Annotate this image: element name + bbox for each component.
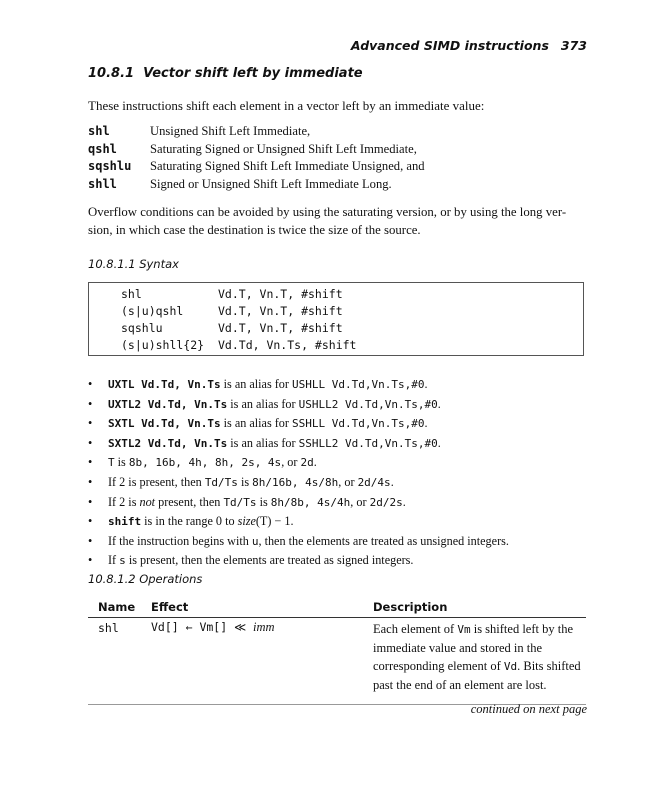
list-item: • SXTL Vd.Td, Vn.Ts is an alias for SSHLL Vd.Td,Vn.Ts,#0. xyxy=(88,414,588,434)
definition-row xyxy=(88,176,425,194)
definition-row xyxy=(88,123,425,141)
table-cell-description: Each element of Vm is shifted left by the immediate value and stored in the corresponding element of Vd. Bits shifted past the end of an element are lost. xyxy=(373,622,581,692)
table-cell-name: shl xyxy=(98,621,119,635)
intro-paragraph: These instructions shift each element in a vector left by an immediate value: xyxy=(88,98,485,113)
page-number: 373 xyxy=(560,38,587,53)
list-item: • If s is present, then the elements are treated as signed integers. xyxy=(88,551,588,571)
list-item: • UXTL Vd.Td, Vn.Ts is an alias for USHLL Vd.Td,Vn.Ts,#0. xyxy=(88,375,588,395)
overflow-line: Overflow conditions can be avoided by using the saturating version, or by using the long ver- xyxy=(88,205,567,219)
overflow-paragraph xyxy=(88,203,586,239)
running-header xyxy=(351,38,587,53)
definition-term: shll xyxy=(88,176,117,191)
table-header-description: Description xyxy=(373,600,448,614)
syntax-op: shl xyxy=(121,287,142,301)
list-item: • UXTL2 Vd.Td, Vn.Ts is an alias for USHLL2 Vd.Td,Vn.Ts,#0. xyxy=(88,395,588,415)
table-header-rule xyxy=(88,617,586,618)
section-number: 10.8.1 xyxy=(88,66,135,81)
instruction-definition-list xyxy=(88,123,425,193)
definition-term: qshl xyxy=(88,141,117,156)
definition-row xyxy=(88,158,425,176)
notes-bullet-list xyxy=(88,375,588,571)
syntax-op: (s|u)qshl xyxy=(121,304,184,318)
list-item: • shift is in the range 0 to size(T) − 1. xyxy=(88,512,588,532)
effect-imm: imm xyxy=(253,620,275,634)
section-title: Vector shift left by immediate xyxy=(143,66,363,81)
continued-note: continued on next page xyxy=(470,702,587,716)
list-item: • If the instruction begins with u, then the elements are treated as unsigned integers. xyxy=(88,532,588,552)
list-item: • If 2 is not present, then Td/Ts is 8h/8b, 4s/4h, or 2d/2s. xyxy=(88,493,588,513)
definition-desc: Unsigned Shift Left Immediate, xyxy=(150,124,311,138)
list-item: • T is 8b, 16b, 4h, 8h, 2s, 4s, or 2d. xyxy=(88,453,588,473)
syntax-args: Vd.Td, Vn.Ts, #shift xyxy=(218,338,357,352)
table-header-effect: Effect xyxy=(151,600,189,614)
syntax-args: Vd.T, Vn.T, #shift xyxy=(218,304,343,318)
list-item: • If 2 is present, then Td/Ts is 8h/16b, 4s/8h, or 2d/4s. xyxy=(88,473,588,493)
definition-term: sqshlu xyxy=(88,159,132,173)
definition-desc: Saturating Signed or Unsigned Shift Left Immediate, xyxy=(150,141,417,156)
syntax-heading: 10.8.1.1 Syntax xyxy=(88,257,179,271)
syntax-op: (s|u)shll{2} xyxy=(121,338,205,352)
overflow-line: sion, in which case the destination is twice the size of the source. xyxy=(88,223,421,237)
section-heading xyxy=(88,66,363,81)
syntax-args: Vd.T, Vn.T, #shift xyxy=(218,287,343,301)
syntax-code-box xyxy=(88,282,584,356)
effect-code: Vd[] ← Vm[] ≪ xyxy=(151,620,254,634)
definition-row xyxy=(88,141,425,159)
syntax-args: Vd.T, Vn.T, #shift xyxy=(218,321,343,335)
definition-desc: Saturating Signed Shift Left Immediate Unsigned, and xyxy=(150,159,425,173)
header-title: Advanced SIMD instructions xyxy=(350,38,549,53)
table-cell-effect xyxy=(151,620,275,635)
table-header-name: Name xyxy=(98,600,136,614)
list-item: • SXTL2 Vd.Td, Vn.Ts is an alias for SSHLL2 Vd.Td,Vn.Ts,#0. xyxy=(88,434,588,454)
definition-term: shl xyxy=(88,124,110,138)
operations-heading: 10.8.1.2 Operations xyxy=(88,572,203,586)
definition-desc: Signed or Unsigned Shift Left Immediate Long. xyxy=(150,176,392,191)
syntax-op: sqshlu xyxy=(121,321,163,335)
